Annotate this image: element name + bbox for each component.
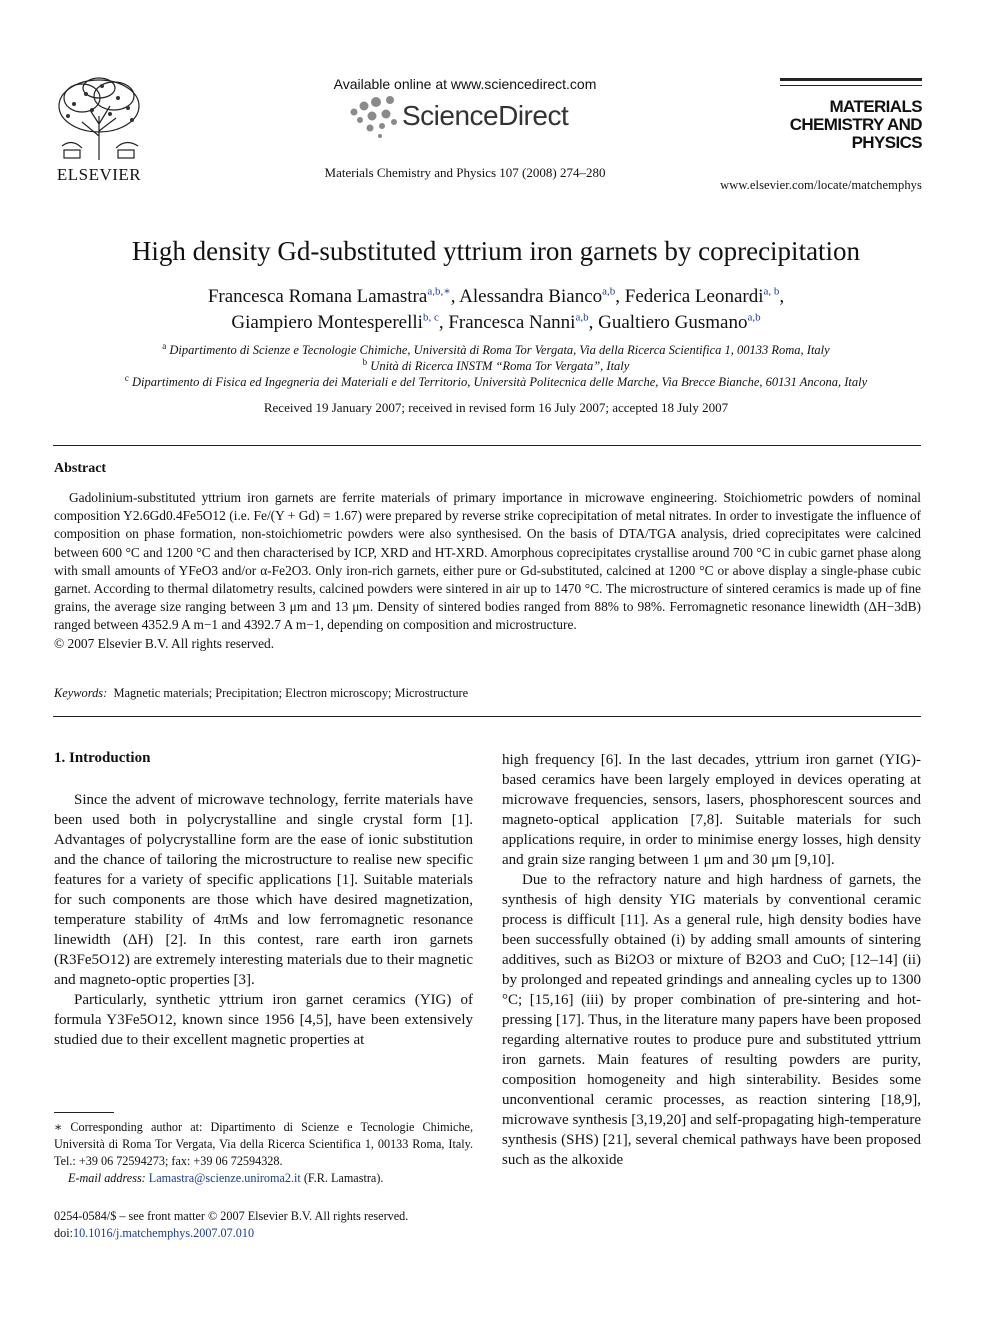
affiliation xyxy=(40,356,952,374)
divider xyxy=(53,716,921,717)
keywords xyxy=(54,686,468,701)
journal-logo-title xyxy=(780,98,922,152)
abstract-body xyxy=(54,489,921,653)
keywords-text: Magnetic materials; Precipitation; Electron microscopy; Microstructure xyxy=(113,686,469,700)
author-separator: , xyxy=(615,286,625,307)
doi-label: doi: xyxy=(54,1226,73,1240)
sciencedirect-wordmark: ScienceDirect xyxy=(402,100,569,131)
issn-line: 0254-0584/$ – see front matter © 2007 Elsevier B.V. All rights reserved. xyxy=(54,1209,409,1223)
author-affiliation-marker[interactable]: a,b,∗ xyxy=(427,285,451,298)
sciencedirect-logo xyxy=(346,94,586,138)
affiliation-mark: c xyxy=(124,372,129,383)
received-dates: Received 19 January 2007; received in revised form 16 July 2007; accepted 18 July 2007 xyxy=(263,400,729,415)
affiliation xyxy=(40,372,952,390)
affiliation-mark: b xyxy=(362,356,368,367)
author-name: Gualtiero Gusmano xyxy=(598,312,748,333)
body-paragraph: Since the advent of microwave technology, ferrite materials have been used both in polycrystalline and single crystal form [1]. Advantages of polycrystalline form are the ease of ionic substitution and the chance of tailoring the microstructure to realise new specific features for a variety of specific applications [1]. Suitable materials for such components are those which have desired magnetization, temperature stability of 4πMs and low ferromagnetic resonance linewidth (ΔH) [2]. In this contest, rare earth iron garnets (R3Fe5O12) are extremely interesting materials due to their magnetic and magneto-optic properties [3]. xyxy=(54,792,473,988)
author-affiliation-marker[interactable]: b, c xyxy=(422,311,439,324)
affiliation xyxy=(40,340,952,358)
doi-line xyxy=(54,1225,474,1242)
author-name: Francesca Nanni xyxy=(448,312,576,333)
author-affiliation-marker[interactable]: a,b xyxy=(747,311,761,324)
sciencedirect-dots-icon xyxy=(346,94,402,138)
publisher-name: ELSEVIER xyxy=(56,165,142,184)
abstract-copyright: © 2007 Elsevier B.V. All rights reserved. xyxy=(54,635,275,651)
body-paragraph: Particularly, synthetic yttrium iron garnet ceramics (YIG) of formula Y3Fe5O12, known since 1956 [4,5], have been extensively studied due to their excellent magnetic properties at xyxy=(54,992,473,1048)
affiliation-text: Dipartimento di Scienze e Tecnologie Chimiche, Università di Roma Tor Vergata, Via della Ricerca Scientifica 1, 00133 Roma, Italy xyxy=(169,343,830,357)
elsevier-logo xyxy=(52,76,146,184)
email-link[interactable]: Lamastra@scienze.uniroma2.it xyxy=(148,1171,301,1185)
affiliation-mark: a xyxy=(162,340,167,351)
abstract-text: Gadolinium-substituted yttrium iron garnets are ferrite materials of primary importance in microwave engineering. Stoichiometric powders of nominal composition Y2.6Gd0.4Fe5O12 (i.e. Fe/(Y + Gd) = 1.67) were prepared by reverse strike coprecipitation of metal nitrates. In order to investigate the influence of composition on phase formation, non-stoichiometric powders were also synthesised. On the basis of DTA/TGA analysis, dried coprecipitates were calcined between 600 °C and 1200 °C and then characterised by ICP, XRD and HT-XRD. Amorphous coprecipitates crystallise around 700 °C in cubic garnet phase along with small amounts of YFeO3 and/or α-Fe2O3. Only iron-rich garnets, either pure or Gd-substituted, calcined at 1200 °C or above display a single-phase cubic garnet. According to thermal dilatometry results, calcined powders were sintered in air up to 1470 °C. The microstructure of sintered ceramics is made up of fine grains, the average size ranging between 3 μm and 13 μm. Density of sintered bodies ranged from 88% to 98%. Ferromagnetic resonance linewidth (ΔH−3dB) ranged between 4352.9 A m−1 and 4392.7 A m−1, depending on composition and microstructure. xyxy=(54,490,921,633)
footnote-rule xyxy=(54,1112,114,1113)
journal-logo-line: MATERIALS xyxy=(829,97,922,116)
divider xyxy=(53,445,921,446)
author-separator: , xyxy=(438,312,449,333)
journal-url[interactable]: www.elsevier.com/locate/matchemphys xyxy=(720,178,922,192)
author-affiliation-marker[interactable]: a,b xyxy=(575,311,589,324)
left-column xyxy=(54,790,473,1050)
body-paragraph: Due to the refractory nature and high hardness of garnets, the synthesis of high density YIG materials by conventional ceramic process is difficult [11]. As a general rule, high density bodies have been successfully obtained (i) by adding small amounts of sintering additives, such as Bi2O3 or mixture of B2O3 and CuO; [12–14] (ii) by prolonged and repeated grindings and annealing cycles up to 1300 °C; [15,16] (iii) by proper combination of pre-sintering and hot-pressing [17]. Thus, in the literature many papers have been proposed regarding alternative routes to produce pure and substituted yttrium iron garnets. Main features of resulting powders are purity, composition homogeneity and high sinterability. Besides some unconventional ceramic processes, as reaction sintering [18,9], microwave synthesis [3,19,20] and self-propagating high-temperature synthesis (SHS) [21], several chemical pathways have been proposed such as the alkoxide xyxy=(502,872,921,1168)
journal-logo-line: PHYSICS xyxy=(851,133,922,152)
author-name: Federica Leonardi xyxy=(624,286,764,307)
author-affiliation-marker[interactable]: a,b xyxy=(602,285,616,298)
author-separator: , xyxy=(588,312,599,333)
author-separator: , xyxy=(450,286,460,307)
affiliation-text: Dipartimento di Fisica ed Ingegneria dei Materiali e del Territorio, Università Politecnica delle Marche, Via Brecce Bianche, 60131 Ancona, Italy xyxy=(131,375,868,389)
author-separator: , xyxy=(779,286,785,307)
journal-logo-rule xyxy=(780,78,922,81)
email-line xyxy=(54,1170,473,1187)
author-name: Giampiero Montesperelli xyxy=(231,312,423,333)
article-title: High density Gd-substituted yttrium iron garnets by coprecipitation xyxy=(131,236,861,266)
footnote xyxy=(54,1119,473,1187)
journal-reference: Materials Chemistry and Physics 107 (2008) 274–280 xyxy=(324,165,606,180)
author-list xyxy=(60,284,932,336)
available-online-text: Available online at www.sciencedirect.com xyxy=(333,76,597,92)
body-paragraph: high frequency [6]. In the last decades, yttrium iron garnet (YIG)-based ceramics have been largely employed in devices operating at microwave frequencies, sensors, lasers, phosphorescent sources and magneto-optical application [7,8]. Suitable materials for such applications require, in order to minimise energy losses, high density and grain size ranging between 1 μm and 30 μm [9,10]. xyxy=(502,752,921,868)
doi-link[interactable]: 10.1016/j.matchemphys.2007.07.010 xyxy=(72,1226,255,1240)
abstract-heading: Abstract xyxy=(54,461,107,476)
affiliation-text: Unità di Ricerca INSTM “Roma Tor Vergata”, Italy xyxy=(370,359,630,373)
journal-logo-line: CHEMISTRY AND xyxy=(789,115,922,134)
author-affiliation-marker[interactable]: a, b xyxy=(763,285,780,298)
email-label: E-mail address: xyxy=(68,1171,146,1185)
author-name: Alessandra Bianco xyxy=(459,286,603,307)
section-heading: 1. Introduction xyxy=(54,750,151,766)
journal-logo-rule xyxy=(780,85,922,86)
email-suffix: (F.R. Lamastra). xyxy=(300,1171,384,1185)
corresponding-author-note: ∗ Corresponding author at: Dipartimento di Scienze e Tecnologie Chimiche, Università di Roma Tor Vergata, Via della Ricerca Scientifica 1, 00133 Roma, Italy. Tel.: +39 06 72594273; fax: +39 06 72594328. xyxy=(54,1120,473,1168)
front-matter-info xyxy=(54,1208,474,1242)
keywords-label: Keywords: xyxy=(54,686,108,700)
author-name: Francesca Romana Lamastra xyxy=(207,286,428,307)
right-column xyxy=(502,750,921,1170)
journal-logo xyxy=(780,78,922,152)
elsevier-tree-icon xyxy=(52,76,146,160)
